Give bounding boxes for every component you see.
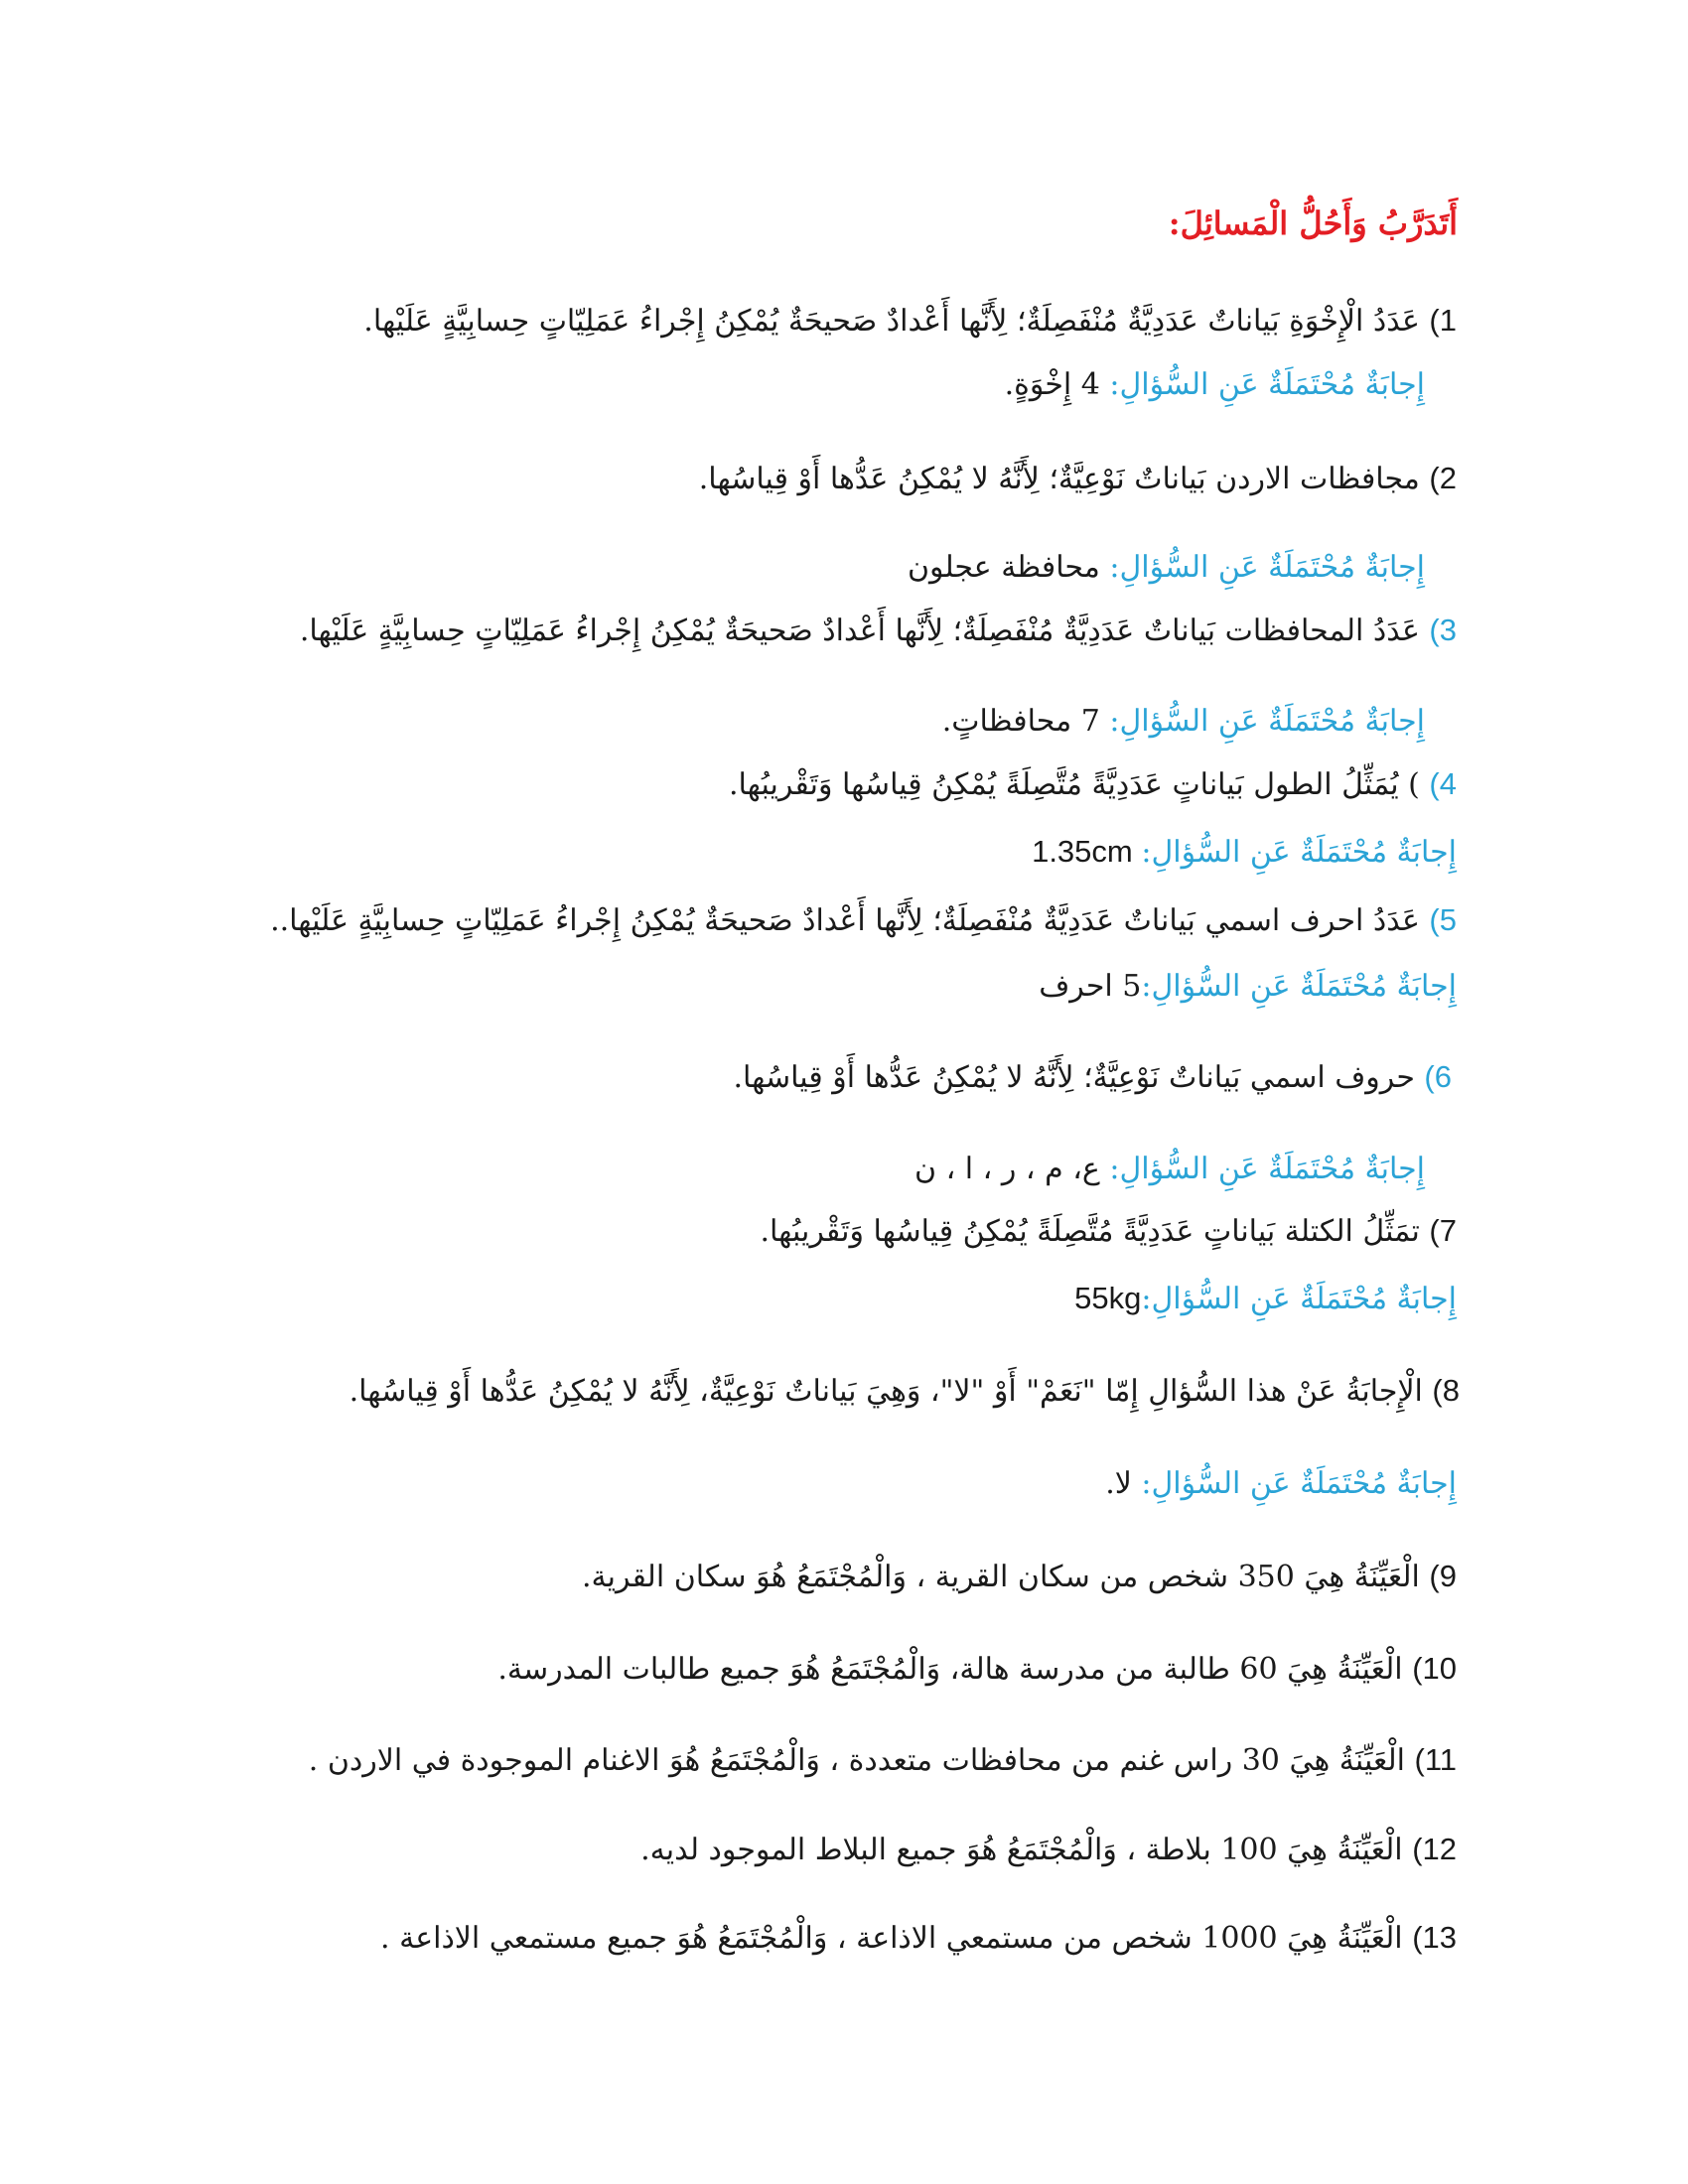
answer-label: إِجابَةٌ مُحْتَمَلَةٌ عَنِ السُّؤالِ: xyxy=(1109,367,1425,402)
item-number: 5) xyxy=(1429,902,1457,937)
item-text: عَدَدُ احرف اسمي بَياناتٌ عَدَدِيَّةٌ مُنْفَصِلَةٌ؛ لِأَنَّها أَعْدادٌ صَحيحَةٌ يُمْكِنُ إِجْراءُ عَمَلِيّاتٍ حِسابِيَّةٍ عَلَيْها.. xyxy=(270,903,1430,938)
answer-label: إِجابَةٌ مُحْتَمَلَةٌ عَنِ السُّؤالِ: xyxy=(1141,1466,1457,1501)
answer-8 xyxy=(1105,1464,1457,1504)
answer-3 xyxy=(942,702,1425,742)
item-7 xyxy=(760,1211,1457,1252)
answer-label: إِجابَةٌ مُحْتَمَلَةٌ عَنِ السُّؤالِ: xyxy=(1141,835,1457,870)
item-text: عَدَدُ المحافظات بَياناتٌ عَدَدِيَّةٌ مُنْفَصِلَةٌ؛ لِأَنَّها أَعْدادٌ صَحيحَةٌ يُمْكِنُ إِجْراءُ عَمَلِيّاتٍ حِسابِيَّةٍ عَلَيْها. xyxy=(299,614,1430,648)
item-number: 4) xyxy=(1429,766,1457,801)
item-number: 10) xyxy=(1412,1651,1457,1686)
answer-1 xyxy=(1005,365,1425,405)
page-title: أَتَدَرَّبُ وَأَحُلُّ الْمَسائِلَ: xyxy=(1168,205,1458,242)
item-text: الْعَيِّنَةُ هِيَ 350 شخص من سكان القرية ، وَالْمُجْتَمَعُ هُوَ سكان القرية. xyxy=(581,1560,1430,1594)
item-2 xyxy=(699,459,1457,499)
answer-7 xyxy=(1074,1279,1457,1319)
item-number: 6) xyxy=(1424,1059,1452,1094)
answer-label: إِجابَةٌ مُحْتَمَلَةٌ عَنِ السُّؤالِ: xyxy=(1109,550,1425,585)
item-13 xyxy=(380,1918,1457,1959)
answer-value: 55kg xyxy=(1074,1281,1142,1315)
answer-label: إِجابَةٌ مُحْتَمَلَةٌ عَنِ السُّؤالِ: xyxy=(1141,969,1457,1004)
answer-value: 5 احرف xyxy=(1039,969,1142,1004)
item-number: 9) xyxy=(1429,1559,1457,1593)
item-number: 3) xyxy=(1429,613,1457,647)
item-number: 11) xyxy=(1414,1742,1457,1777)
item-text: الْإِجابَةُ عَنْ هذا السُّؤالِ إِمّا "نَعَمْ" أَوْ "لا"، وَهِيَ بَياناتٌ نَوْعِيَّةٌ، لِأَنَّهُ لا يُمْكِنُ عَدُّها أَوْ قِياسُها. xyxy=(349,1374,1433,1409)
answer-value: 4 إِخْوَةٍ. xyxy=(1004,367,1110,402)
item-text: مجافظات الاردن بَياناتٌ نَوْعِيَّةٌ؛ لِأَنَّهُ لا يُمْكِنُ عَدُّها أَوْ قِياسُها. xyxy=(698,462,1430,496)
item-11 xyxy=(309,1740,1457,1781)
answer-5 xyxy=(1039,967,1457,1007)
item-text: عَدَدُ الْإِخْوَةِ بَياناتٌ عَدَدِيَّةٌ مُنْفَصِلَةٌ؛ لِأَنَّها أَعْدادٌ صَحيحَةٌ يُمْكِنُ إِجْراءُ عَمَلِيّاتٍ حِسابِيَّةٍ عَلَيْها. xyxy=(363,304,1430,339)
answer-value: لا. xyxy=(1105,1466,1142,1501)
item-text: تمَثِّلُ الكتلة بَياناتٍ عَدَدِيَّةً مُتَّصِلَةً يُمْكِنُ قِياسُها وَتَقْريبُها. xyxy=(760,1214,1430,1249)
item-9 xyxy=(582,1557,1457,1597)
answer-value: 1.35cm xyxy=(1032,834,1142,869)
item-5 xyxy=(270,900,1457,941)
answer-value: ع، م ، ر ، ا ، ن xyxy=(914,1152,1110,1186)
item-10 xyxy=(497,1649,1457,1690)
item-number: 7) xyxy=(1429,1213,1457,1248)
item-number: 12) xyxy=(1412,1832,1457,1866)
item-3 xyxy=(300,611,1457,651)
item-text: ) يُمَثِّلُ الطول بَياناتٍ عَدَدِيَّةً مُتَّصِلَةً يُمْكِنُ قِياسُها وَتَقْريبُها. xyxy=(728,767,1430,802)
answer-6 xyxy=(914,1150,1425,1189)
item-number: 2) xyxy=(1429,461,1457,495)
answer-value: محافظة عجلون xyxy=(907,550,1110,585)
answer-value: 7 محافظاتٍ. xyxy=(941,704,1110,739)
answer-label: إِجابَةٌ مُحْتَمَلَةٌ عَنِ السُّؤالِ: xyxy=(1109,1152,1425,1186)
item-text: الْعَيِّنَةُ هِيَ 30 راس غنم من محافظات متعددة ، وَالْمُجْتَمَعُ هُوَ الاغنام الموجودة في الاردن . xyxy=(308,1743,1415,1778)
answer-4 xyxy=(1032,832,1457,873)
item-12 xyxy=(640,1830,1457,1870)
item-6 xyxy=(734,1057,1453,1098)
item-text: الْعَيِّنَةُ هِيَ 60 طالبة من مدرسة هالة، وَالْمُجْتَمَعُ هُوَ جميع طالبات المدرسة. xyxy=(497,1652,1413,1687)
item-8 xyxy=(350,1371,1460,1412)
item-text: حروف اسمي بَياناتٌ نَوْعِيَّةٌ؛ لِأَنَّهُ لا يُمْكِنُ عَدُّها أَوْ قِياسُها. xyxy=(733,1060,1425,1095)
item-number: 8) xyxy=(1432,1373,1460,1408)
item-number: 13) xyxy=(1412,1920,1457,1955)
item-text: الْعَيِّنَةُ هِيَ 1000 شخص من مستمعي الاذاعة ، وَالْمُجْتَمَعُ هُوَ جميع مستمعي الاذاعة . xyxy=(380,1921,1413,1956)
item-1 xyxy=(363,301,1457,341)
item-number: 1) xyxy=(1429,303,1457,338)
answer-label: إِجابَةٌ مُحْتَمَلَةٌ عَنِ السُّؤالِ: xyxy=(1141,1282,1457,1316)
item-text: الْعَيِّنَةُ هِيَ 100 بلاطة ، وَالْمُجْتَمَعُ هُوَ جميع البلاط الموجود لديه. xyxy=(640,1833,1413,1867)
answer-label: إِجابَةٌ مُحْتَمَلَةٌ عَنِ السُّؤالِ: xyxy=(1109,704,1425,739)
answer-2 xyxy=(908,548,1425,588)
item-4 xyxy=(729,764,1457,805)
